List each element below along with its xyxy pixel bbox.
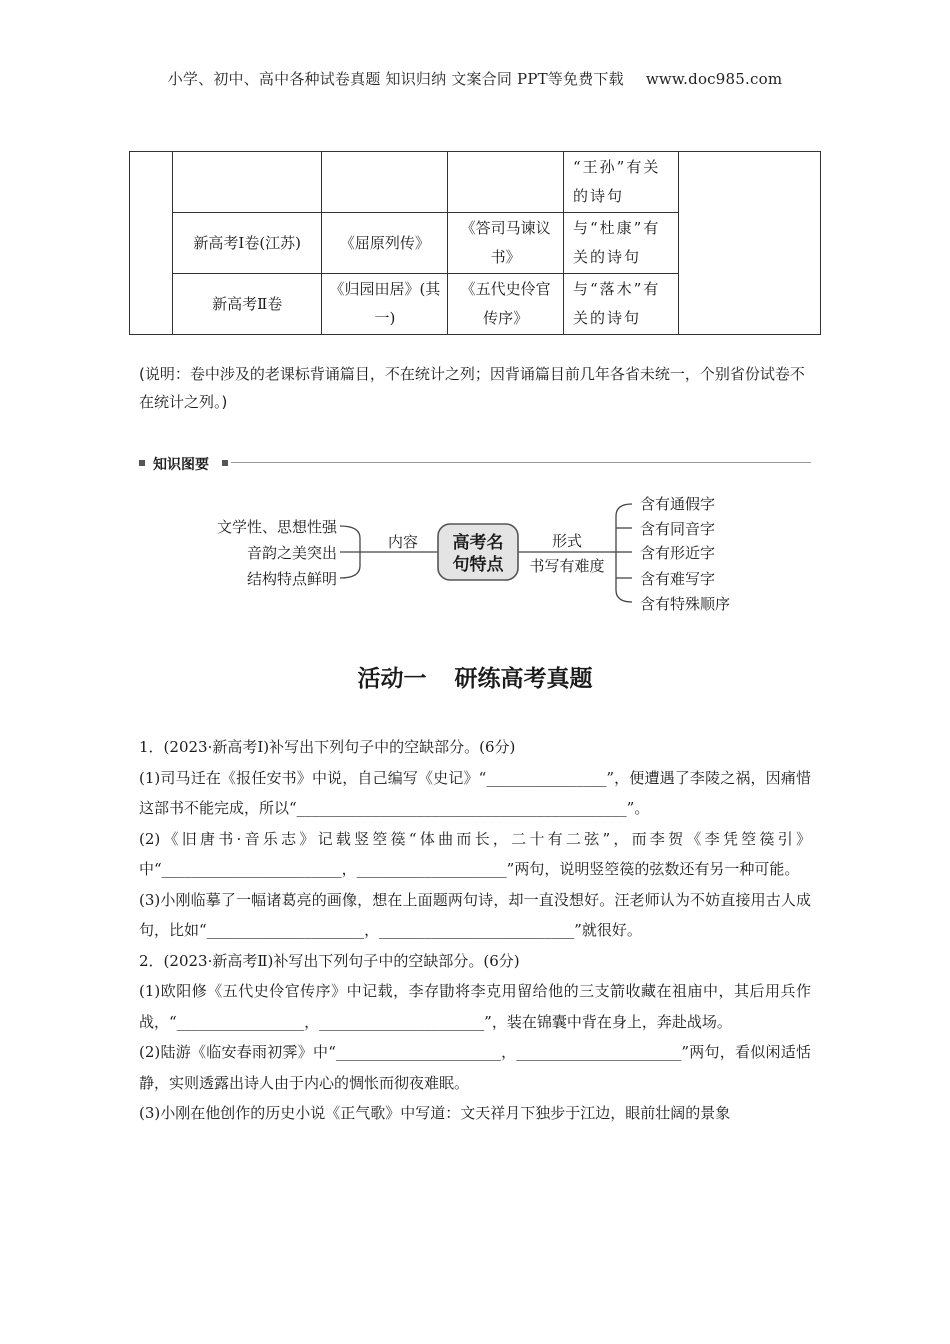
table-cell: 《五代史伶官传序》 <box>448 274 564 335</box>
mindmap-right-item: 含有同音字 <box>640 520 716 538</box>
square-icon <box>222 460 228 466</box>
mindmap-left-item: 结构特点鲜明 <box>246 570 337 588</box>
mindmap-right-label: 书写有难度 <box>529 557 605 575</box>
activity-title <box>0 660 950 693</box>
table-cell: 《答司马谏议书》 <box>448 213 564 274</box>
table-cell: 与“杜康”有关的诗句 <box>564 213 679 274</box>
question-item: (3)小刚在他创作的历史小说《正气歌》中写道：文天祥月下独步于江边，眼前壮阔的景象 <box>139 1104 731 1122</box>
question-item: (1)司马迁在《报任安书》中说，自己编写《史记》“________________”，便遭遇了李陵之祸，因痛惜这部书不能完成，所以“____________________________________________”。 <box>139 768 811 817</box>
mindmap-right-item: 含有通假字 <box>640 495 716 513</box>
table-cell: 新高考Ⅱ卷 <box>172 274 321 335</box>
square-icon <box>139 460 145 466</box>
header-url[interactable]: www.doc985.com <box>645 70 783 88</box>
question-item: (3)小刚临摹了一幅诸葛亮的画像，想在上面题两句诗，却一直没想好。汪老师认为不妨直接用古人成句，比如“_____________________，__________________________”就很好。 <box>139 890 811 939</box>
question-heading: 1．(2023·新高考Ⅰ)补写出下列句子中的空缺部分。(6分) <box>139 738 516 756</box>
page-header <box>0 68 950 89</box>
mindmap-left-item: 文学性、思想性强 <box>216 518 337 536</box>
section-divider <box>231 462 811 463</box>
table-cell <box>322 152 448 213</box>
table-cell <box>678 152 820 335</box>
mindmap-left-label: 内容 <box>387 533 419 551</box>
section-title: 知识图要 <box>153 457 209 473</box>
note-paragraph: (说明：卷中涉及的老课标背诵篇目，不在统计之列；因背诵篇目前几年各省未统一，个别省份试卷不在统计之列。) <box>139 365 805 411</box>
knowledge-mindmap <box>200 490 760 620</box>
table-cell: “王孙”有关的诗句 <box>564 152 679 213</box>
activity-title-b: 研练高考真题 <box>454 666 593 692</box>
table-cell: 新高考Ⅰ卷(江苏) <box>172 213 321 274</box>
mindmap-right-item: 含有形近字 <box>640 544 716 562</box>
question-item: (2)《旧唐书·音乐志》记载竖箜篌“体曲而长，二十有二弦”，而李贺《李凭箜篌引》中“________________________，____________________”两句，说明竖箜篌的弦数还有另一种可能。 <box>139 829 811 878</box>
mindmap-right-item: 含有特殊顺序 <box>640 595 731 613</box>
table-row <box>130 152 821 213</box>
table-cell: 与“落木”有关的诗句 <box>564 274 679 335</box>
table-cell <box>130 152 173 335</box>
mindmap-left-item: 音韵之美突出 <box>246 544 337 562</box>
question-item: (1)欧阳修《五代史伶官传序》中记载，李存勖将李克用留给他的三支箭收藏在祖庙中，其后用兵作战，“_________________，______________________”，装在锦囊中背在身上，奔赴战场。 <box>139 982 811 1031</box>
mindmap-center-line2: 句特点 <box>452 555 504 575</box>
mindmap-right-item: 含有难写字 <box>640 570 716 588</box>
table-cell: 《屈原列传》 <box>322 213 448 274</box>
header-text: 小学、初中、高中各种试卷真题 知识归纳 文案合同 PPT等免费下载 <box>167 70 624 88</box>
exam-table <box>129 151 821 335</box>
activity-title-a: 活动一 <box>357 666 427 692</box>
table-cell <box>448 152 564 213</box>
question-item: (2)陆游《临安春雨初霁》中“______________________，______________________”两句，看似闲适恬静，实则透露出诗人由于内心的惆怅而彻夜难眠。 <box>139 1043 811 1092</box>
mindmap-center-line1: 高考名 <box>452 533 504 553</box>
table-cell <box>172 152 321 213</box>
questions <box>139 732 811 1129</box>
question-heading: 2．(2023·新高考Ⅱ)补写出下列句子中的空缺部分。(6分) <box>139 951 520 970</box>
mindmap-right-label: 形式 <box>551 532 583 550</box>
section-header <box>139 454 811 474</box>
table-cell: 《归园田居》(其一) <box>322 274 448 335</box>
